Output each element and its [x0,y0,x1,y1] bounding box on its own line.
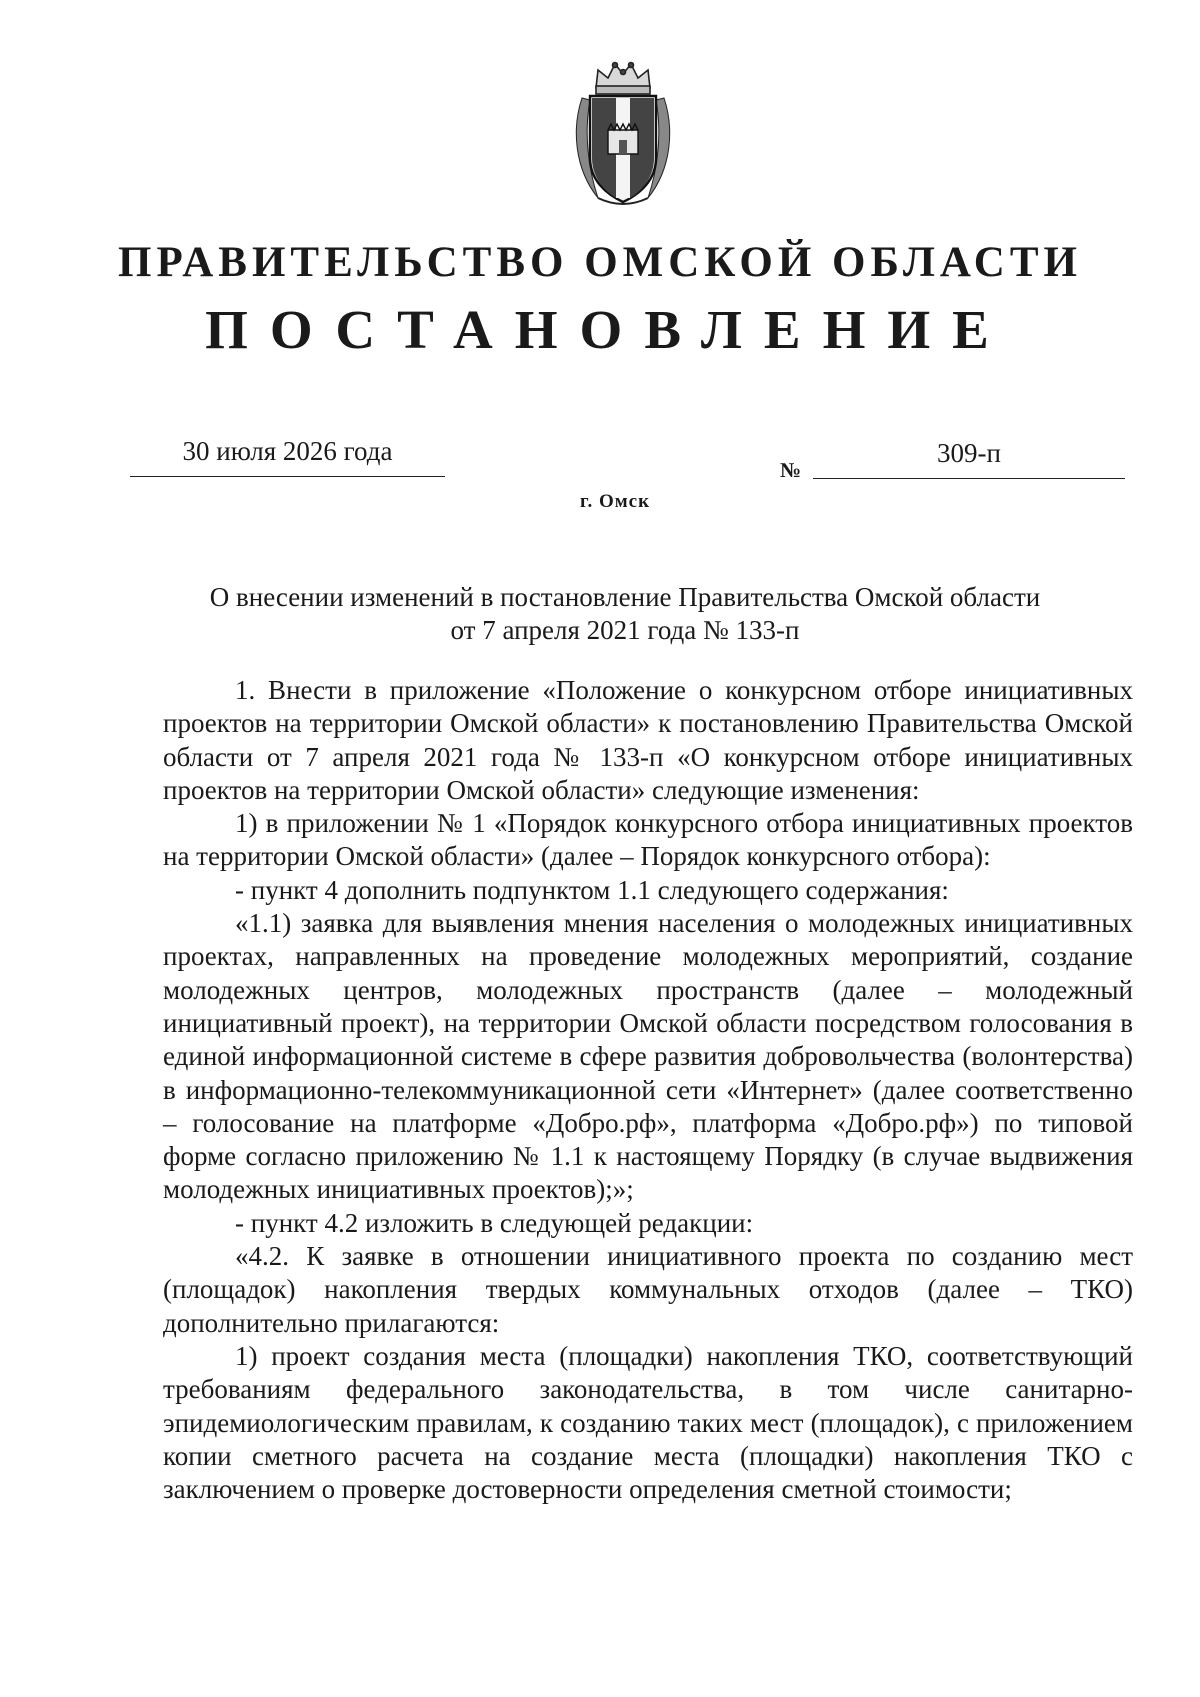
document-date: 30 июля 2026 года [182,436,393,466]
heading-line-2: от 7 апреля 2021 года № 133-п [450,615,800,645]
document-type-title: ПОСТАНОВЛЕНИЕ [205,299,1011,360]
paragraph: «1.1) заявка для выявления мнения населения о молодежных инициативных проектах, направленных на проведение молодежных мероприятий, создание молодежных центров, молодежных пространств (далее – молодежный инициативный проект), на территории Омской области посредством голосования в единой информационной системе в сфере развития добровольчества (волонтерства) в информационно-телекоммуникационной сети «Интернет» (далее соответственно – голосование на платформе «Добро.рф», платформа «Добро.рф») по типовой форме согласно приложению № 1.1 к настоящему Порядку (в случае выдвижения молодежных инициативных проектов);»; [163,908,1133,1205]
number-sign: № [780,458,802,482]
heading-line-1: О внесении изменений в постановление Правительства Омской области [209,582,1041,612]
city-label: г. Омск [579,491,651,512]
document-heading [150,581,1100,647]
number-field [780,438,1125,482]
document-body [163,674,1133,1506]
coat-of-arms-icon [568,58,678,208]
paragraph: - пункт 4.2 изложить в следующей редакции: [235,1207,754,1238]
government-title: ПРАВИТЕЛЬСТВО ОМСКОЙ ОБЛАСТИ [118,239,1082,286]
paragraph: - пункт 4 дополнить подпунктом 1.1 следующего содержания: [235,874,949,905]
paragraph: 1) в приложении № 1 «Порядок конкурсного отбора инициативных проектов на территории Омской области» (далее – Порядок конкурсного отбора): [163,808,1133,872]
paragraph: 1. Внести в приложение «Положение о конкурсном отборе инициативных проектов на территории Омской области» к постановлению Правительства Омской области от 7 апреля 2021 года № 133-п «О конкурсном отборе инициативных проектов на территории Омской области» следующие изменения: [163,675,1133,805]
number-underline [813,478,1125,479]
document-number: 309-п [937,438,1001,468]
paragraph: 1) проект создания места (площадки) накопления ТКО, соответствующий требованиям федерального законодательства, в том числе санитарно-эпидемиологическим правилам, к созданию таких мест (площадок), с приложением копии сметного расчета на создание места (площадки) накопления ТКО с заключением о проверке достоверности определения сметной стоимости; [163,1340,1133,1505]
date-underline [130,476,445,477]
paragraph: «4.2. К заявке в отношении инициативного проекта по созданию мест (площадок) накопления твердых коммунальных отходов (далее – ТКО) дополнительно прилагаются: [163,1241,1133,1338]
date-field [130,436,445,482]
